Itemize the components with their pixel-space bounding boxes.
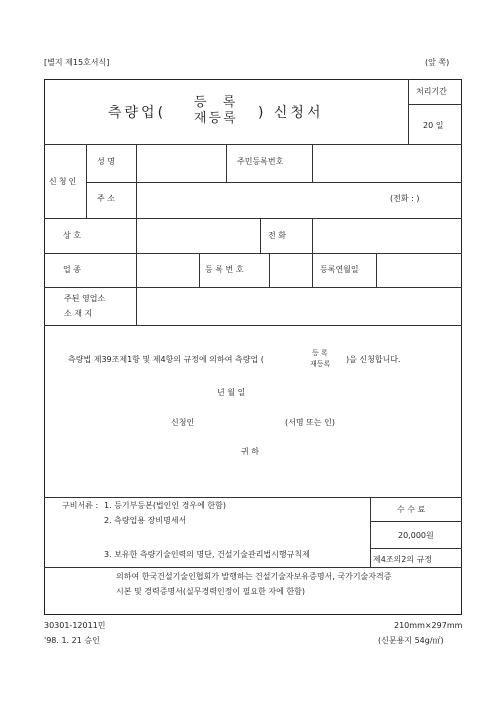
divider <box>370 548 462 549</box>
divider <box>199 253 200 287</box>
trade-name-field[interactable] <box>137 219 259 252</box>
business-phone-field[interactable] <box>313 219 461 252</box>
processing-period-label: 처리기간 <box>416 87 447 96</box>
office-label-line1: 주된 영업소 <box>64 294 106 303</box>
divider <box>44 567 462 568</box>
office-label-line2: 소 재 지 <box>64 309 93 318</box>
divider <box>408 79 409 144</box>
signer-label: 신청인 <box>171 418 195 427</box>
divider <box>370 497 371 567</box>
registration-date-label: 등록연월일 <box>320 265 359 274</box>
statement-text: 측량법 제39조제1항 및 제4항의 규정에 의하여 측량업 ( <box>68 355 264 364</box>
divider <box>44 325 462 326</box>
form-code: 30301-12011민 <box>44 621 106 630</box>
processing-period-value: 20 일 <box>423 121 444 130</box>
addressee: 귀 하 <box>241 447 259 456</box>
divider <box>408 104 462 105</box>
divider <box>370 521 462 522</box>
divider <box>226 144 227 182</box>
title-bottom-word: 재등록 <box>194 111 238 126</box>
page-side-label: (앞 쪽) <box>425 58 450 67</box>
divider <box>312 253 313 287</box>
business-type-label: 업 종 <box>63 265 81 274</box>
rrn-label: 주민등록번호 <box>237 157 284 166</box>
title-right: ) 신청서 <box>258 105 324 121</box>
fee-value: 20,000원 <box>398 531 434 540</box>
business-phone-label: 전 화 <box>268 231 286 240</box>
rrn-field[interactable] <box>313 145 461 181</box>
form-number: [별지 제15호서식] <box>44 58 110 67</box>
form-title <box>108 94 388 130</box>
document-item-3-cont1: 의하여 한국건설기술인협회가 발행하는 건설기술자보유증명서, 국가기술자격증 <box>116 572 392 581</box>
divider <box>44 497 462 498</box>
documents-label: 구비서류 : <box>62 501 99 510</box>
name-field[interactable] <box>137 145 225 181</box>
address-label: 주 소 <box>97 194 115 203</box>
approval-date: '98. 1. 21 승인 <box>44 636 100 645</box>
title-left: 측량업( <box>108 105 167 121</box>
document-item-2: 2. 측량업용 장비명세서 <box>104 516 187 525</box>
statement-end: )을 신청합니다. <box>346 355 401 364</box>
phone-hint: (전화 : ) <box>390 194 420 203</box>
document-item-1: 1. 등기부등본(법인인 경우에 한함) <box>104 501 226 510</box>
paper-type: (신문용지 54g/㎡) <box>378 636 444 645</box>
divider <box>260 218 261 253</box>
title-top-word: 등 록 <box>194 95 242 110</box>
registration-number-label: 등 록 번 호 <box>205 265 244 274</box>
document-item-3-tail: 제4조의2의 규정 <box>373 555 433 564</box>
signature-hint: (서명 또는 인) <box>285 418 335 427</box>
statement-bottom-word: 재등록 <box>310 360 331 368</box>
registration-number-field[interactable] <box>270 254 311 286</box>
trade-name-label: 상 호 <box>63 231 81 240</box>
paper-size: 210mm×297mm <box>394 621 463 630</box>
name-label: 성 명 <box>97 157 115 166</box>
fee-label: 수 수 료 <box>397 505 426 514</box>
statement-top-word: 등 록 <box>312 349 328 357</box>
office-location-field[interactable] <box>137 288 461 324</box>
applicant-group-label: 신청인 <box>49 177 79 186</box>
registration-date-field[interactable] <box>377 254 461 286</box>
date-line: 년 월 일 <box>217 388 246 397</box>
divider <box>86 144 87 218</box>
document-item-3: 3. 보유한 측량기술인력의 명단, 건설기술관리법시행규칙제 <box>104 550 310 559</box>
document-item-3-cont2: 시본 및 경력증명서(실무경력인정이 필요한 자에 한함) <box>116 587 305 596</box>
business-type-field[interactable] <box>137 254 198 286</box>
